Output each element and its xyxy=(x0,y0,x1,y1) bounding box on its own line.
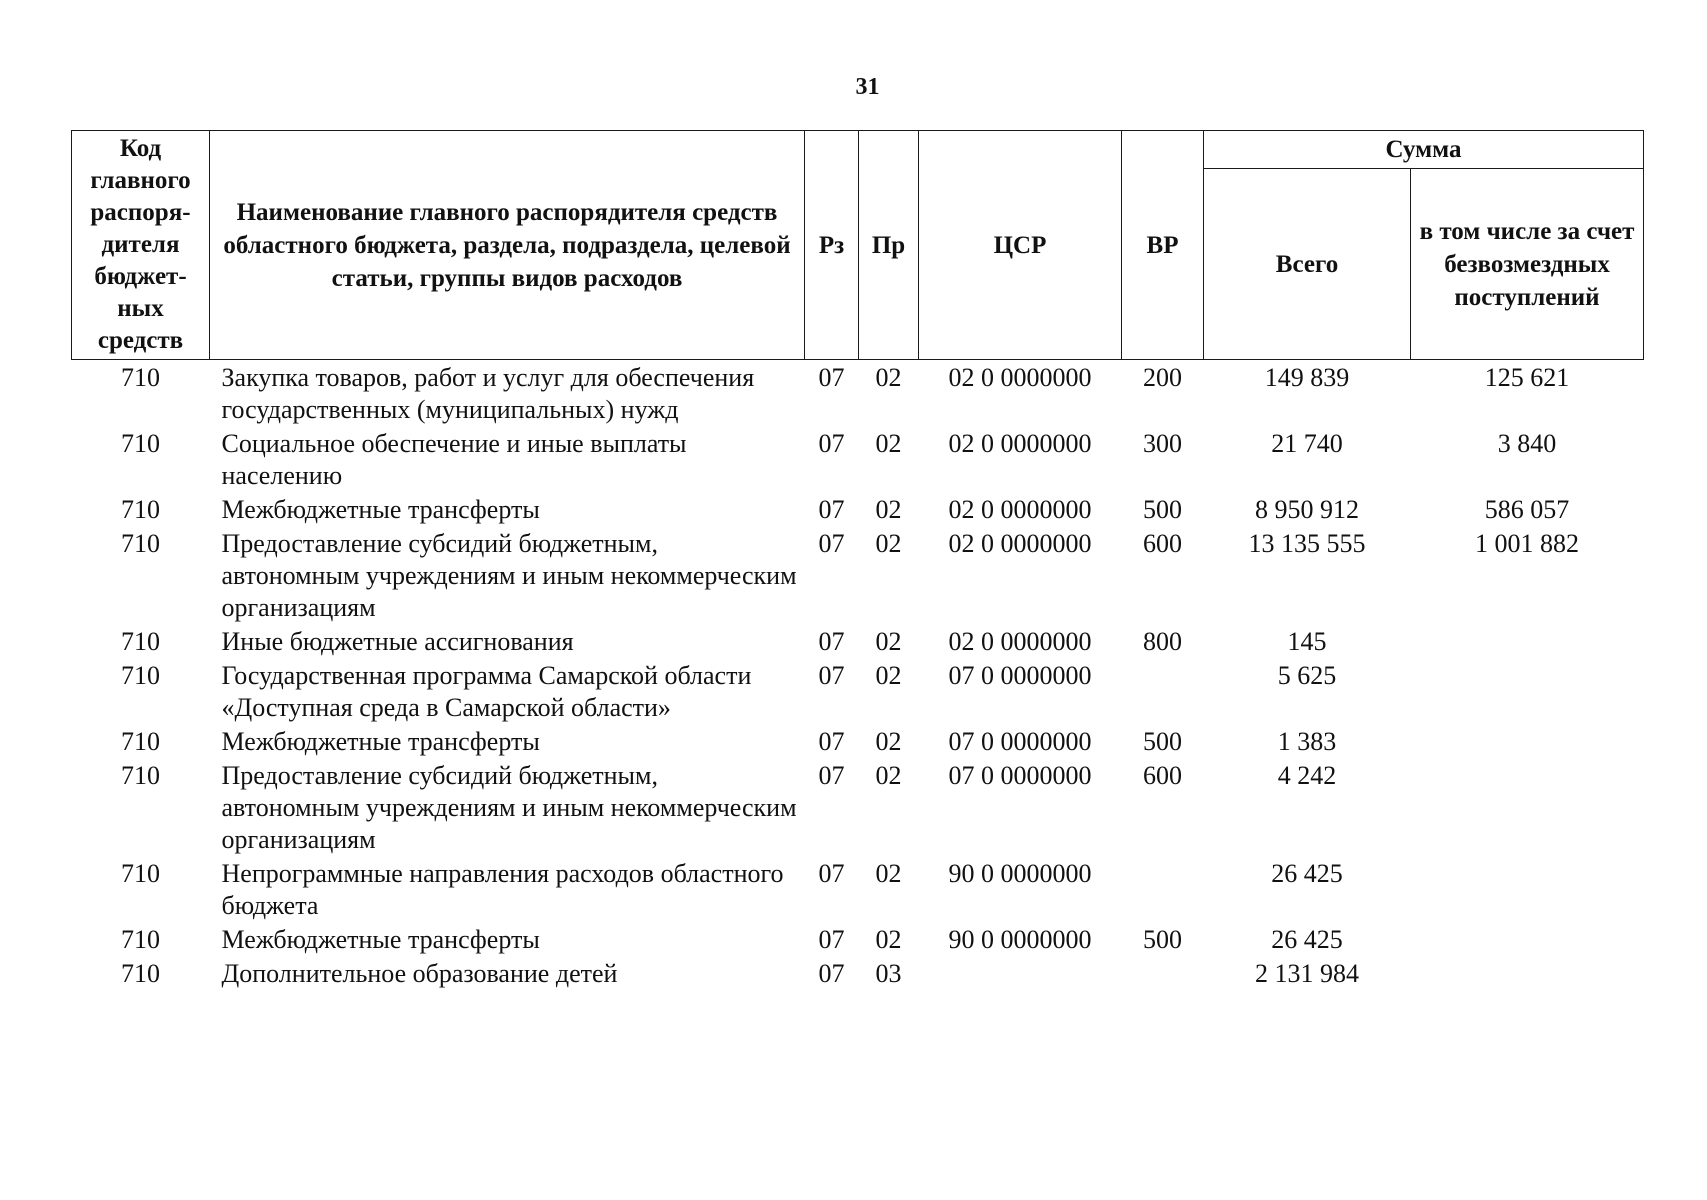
page-number: 31 xyxy=(855,74,880,100)
cell-free xyxy=(1411,856,1644,922)
cell-csr: 07 0 0000000 xyxy=(948,727,1092,756)
cell-free xyxy=(1411,758,1644,856)
cell-csr xyxy=(919,956,1122,990)
header-vr: ВР xyxy=(1122,131,1204,360)
header-pr: Пр xyxy=(859,131,919,360)
cell-name: Межбюджетные трансферты xyxy=(221,727,540,756)
cell-pr: 03 xyxy=(875,959,902,988)
header-rz: Рз xyxy=(805,131,859,360)
cell-pr: 02 xyxy=(875,761,902,790)
cell-rz: 07 xyxy=(818,925,845,954)
cell-csr: 07 0 0000000 xyxy=(948,661,1092,690)
cell-name: Межбюджетные трансферты xyxy=(221,495,540,524)
cell-total: 1 383 xyxy=(1277,727,1337,756)
cell-csr: 02 0 0000000 xyxy=(948,363,1092,392)
cell-name: Межбюджетные трансферты xyxy=(221,925,540,954)
cell-free: 3 840 xyxy=(1497,429,1557,458)
cell-vr: 800 xyxy=(1143,627,1182,656)
cell-code: 710 xyxy=(121,363,160,392)
cell-vr: 300 xyxy=(1143,429,1182,458)
cell-pr: 02 xyxy=(875,529,902,558)
cell-name: Предоставление субсидий бюджетным, автономным учреждениям и иным некоммерческим организациям xyxy=(221,761,797,854)
cell-free: 125 621 xyxy=(1484,363,1570,392)
cell-free xyxy=(1411,624,1644,658)
cell-csr: 02 0 0000000 xyxy=(948,529,1092,558)
table-body xyxy=(72,360,1644,991)
table-row xyxy=(72,360,1644,427)
cell-code: 710 xyxy=(121,727,160,756)
cell-name: Иные бюджетные ассигнования xyxy=(221,627,574,656)
cell-total: 26 425 xyxy=(1271,925,1343,954)
cell-vr: 500 xyxy=(1143,495,1182,524)
cell-vr: 500 xyxy=(1143,727,1182,756)
cell-pr: 02 xyxy=(875,363,902,392)
cell-pr: 02 xyxy=(875,727,902,756)
header-name: Наименование главного распорядителя средств областного бюджета, раздела, подраздела, целевой статьи, группы видов расходов xyxy=(210,131,805,360)
table-row xyxy=(72,724,1644,758)
cell-pr: 02 xyxy=(875,627,902,656)
cell-csr: 07 0 0000000 xyxy=(948,761,1092,790)
header-csr: ЦСР xyxy=(919,131,1122,360)
cell-pr: 02 xyxy=(875,859,902,888)
cell-total: 2 131 984 xyxy=(1255,959,1359,988)
cell-code: 710 xyxy=(121,859,160,888)
header-sum: Сумма xyxy=(1204,131,1644,169)
cell-csr: 02 0 0000000 xyxy=(948,429,1092,458)
cell-free xyxy=(1411,956,1644,990)
table-row xyxy=(72,492,1644,526)
cell-vr xyxy=(1122,658,1204,724)
cell-name: Социальное обеспечение и иные выплаты населению xyxy=(221,429,687,490)
cell-total: 13 135 555 xyxy=(1248,529,1366,558)
cell-rz: 07 xyxy=(818,859,845,888)
cell-name: Закупка товаров, работ и услуг для обеспечения государственных (муниципальных) нужд xyxy=(221,363,755,424)
cell-free xyxy=(1411,922,1644,956)
cell-csr: 90 0 0000000 xyxy=(948,925,1092,954)
cell-total: 8 950 912 xyxy=(1255,495,1359,524)
cell-vr: 600 xyxy=(1143,761,1182,790)
header-total: Всего xyxy=(1204,169,1411,360)
table-row xyxy=(72,426,1644,492)
cell-pr: 02 xyxy=(875,429,902,458)
cell-name: Предоставление субсидий бюджетным, автономным учреждениям и иным некоммерческим организациям xyxy=(221,529,797,622)
cell-vr: 200 xyxy=(1143,363,1182,392)
cell-rz: 07 xyxy=(818,363,845,392)
table-row xyxy=(72,526,1644,624)
cell-pr: 02 xyxy=(875,661,902,690)
cell-pr: 02 xyxy=(875,495,902,524)
table-row xyxy=(72,624,1644,658)
cell-name: Дополнительное образование детей xyxy=(221,959,618,988)
cell-rz: 07 xyxy=(818,761,845,790)
cell-total: 145 xyxy=(1287,627,1327,656)
cell-free: 586 057 xyxy=(1484,495,1570,524)
table-row xyxy=(72,922,1644,956)
cell-vr xyxy=(1122,956,1204,990)
table-row xyxy=(72,956,1644,990)
cell-code: 710 xyxy=(121,529,160,558)
cell-total: 149 839 xyxy=(1264,363,1350,392)
cell-free: 1 001 882 xyxy=(1475,529,1579,558)
table-header xyxy=(72,131,1644,360)
cell-rz: 07 xyxy=(818,727,845,756)
cell-csr: 90 0 0000000 xyxy=(948,859,1092,888)
cell-vr xyxy=(1122,856,1204,922)
cell-rz: 07 xyxy=(818,495,845,524)
cell-vr: 500 xyxy=(1143,925,1182,954)
cell-total: 4 242 xyxy=(1277,761,1337,790)
cell-rz: 07 xyxy=(818,661,845,690)
cell-code: 710 xyxy=(121,429,160,458)
cell-name: Непрограммные направления расходов областного бюджета xyxy=(221,859,784,920)
cell-code: 710 xyxy=(121,661,160,690)
cell-name: Государственная программа Самарской области «Доступная среда в Самарской области» xyxy=(221,661,752,722)
cell-free xyxy=(1411,724,1644,758)
table-row xyxy=(72,658,1644,724)
cell-pr: 02 xyxy=(875,925,902,954)
cell-rz: 07 xyxy=(818,429,845,458)
header-free: в том числе за счет безвозмездных поступлений xyxy=(1411,169,1644,360)
cell-code: 710 xyxy=(121,761,160,790)
cell-code: 710 xyxy=(121,959,160,988)
cell-code: 710 xyxy=(121,925,160,954)
cell-code: 710 xyxy=(121,627,160,656)
cell-free xyxy=(1411,658,1644,724)
cell-total: 5 625 xyxy=(1277,661,1337,690)
table-row xyxy=(72,856,1644,922)
budget-table xyxy=(71,130,1644,990)
cell-rz: 07 xyxy=(818,529,845,558)
cell-total: 26 425 xyxy=(1271,859,1343,888)
cell-vr: 600 xyxy=(1143,529,1182,558)
table-row xyxy=(72,758,1644,856)
cell-rz: 07 xyxy=(818,627,845,656)
cell-csr: 02 0 0000000 xyxy=(948,627,1092,656)
cell-total: 21 740 xyxy=(1271,429,1343,458)
cell-rz: 07 xyxy=(818,959,845,988)
header-code: Код главного распоря-дителя бюджет-ных средств xyxy=(72,131,210,360)
cell-csr: 02 0 0000000 xyxy=(948,495,1092,524)
cell-code: 710 xyxy=(121,495,160,524)
